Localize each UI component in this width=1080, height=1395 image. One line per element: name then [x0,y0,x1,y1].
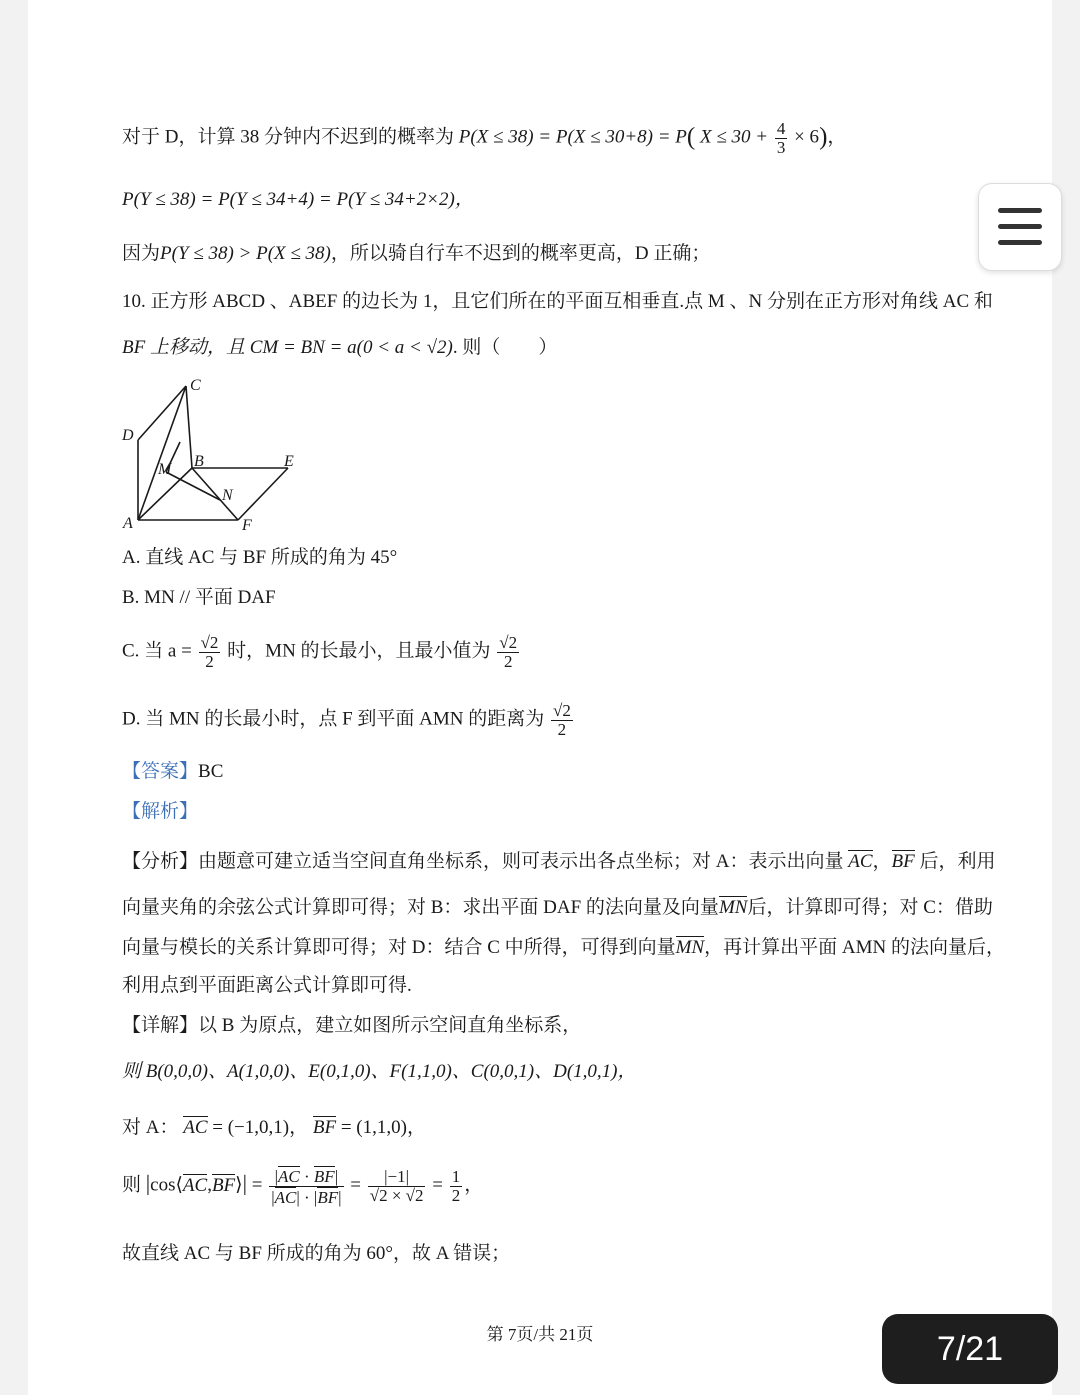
vector-mn: MN [718,897,748,918]
text: D. 当 MN 的长最小时，点 F 到平面 AMN 的距离为 [122,708,545,730]
math: ⟩ [235,1174,243,1196]
fraction: $\frac{√2}{2}$ [200,633,219,671]
text: ，再计算出平面 AMN 的法向量后， [704,937,1005,958]
label-N: N [222,487,233,504]
option-c [122,634,521,671]
equals: = [350,1174,361,1196]
option-d [122,702,575,739]
text: 向量与模长的关系计算即可得；对 D：结合 C 中所得，可得到向量 [122,937,676,958]
fraction: $\frac{√2}{2}$ [499,633,518,671]
equals: = [432,1174,443,1196]
text: 以 B 为原点，建立如图所示空间直角坐标系， [198,1015,582,1036]
text: 向量夹角的余弦公式计算即可得；对 B：求出平面 DAF 的法向量及向量 [122,897,719,918]
menu-icon [998,208,1042,213]
vector-mn: MN [675,937,705,958]
fraction: $\frac{1}{2}$ [451,1167,461,1205]
equals: = [251,1174,263,1196]
text: C. 当 a = [122,640,192,662]
text: 由题意可建立适当空间直角坐标系，则可表示出各点坐标；对 A：表示出向量 [198,851,844,872]
fraction: $\frac{|-1|}{√2 \times √2}$ [369,1167,424,1205]
text: 时，MN 的长最小，且最小值为 [227,640,491,662]
math: = (−1,0,1)， [212,1117,309,1138]
conclusion-a: 故直线 AC 与 BF 所成的角为 60°，故 A 错误； [122,1243,511,1264]
analysis-tag: 【解析】 [122,801,199,822]
fraction: $\frac{|AC \cdot BF|}{|AC| \cdot |BF|}$ [271,1167,342,1207]
text: 后，计算即可得；对 C：借助 [747,897,993,918]
menu-button[interactable] [978,183,1062,271]
math: cos⟨ [150,1174,183,1196]
label-B: B [194,453,204,470]
option-b: B. MN // 平面 DAF [122,587,276,608]
page-indicator[interactable]: 7/21 [882,1314,1058,1384]
math: (0 < a < √2) [356,337,453,358]
math: = (1,1,0)， [340,1117,426,1138]
geometry-figure [120,372,340,537]
label-C: C [190,377,201,394]
fraction: $\frac{4}{3}$ [776,119,786,157]
fraction: $\frac{√2}{2}$ [553,701,571,739]
tag: 【详解】 [122,1015,199,1036]
vector-ac: AC [183,1117,208,1138]
xiangjie-line [122,1016,581,1035]
vector-bf: BF [891,851,915,872]
option-a: A. 直线 AC 与 BF 所成的角为 45° [122,547,398,568]
math: P(Y ≤ 38) > P(X ≤ 38) [160,243,331,264]
fenxi-line3 [122,936,1005,957]
line-y-probability: P(Y ≤ 38) = P(Y ≤ 34+4) = P(Y ≤ 34+2×2)， [122,189,474,210]
text: 对于 D，计算 38 分钟内不迟到的概率为 [122,126,454,148]
page-footer: 第 7页/共 21页 [486,1325,594,1344]
label-F: F [242,517,252,534]
vector-ac: AC [848,851,873,872]
label-E: E [284,453,294,470]
text: ，所以骑自行车不迟到的概率更高，D 正确； [330,243,711,264]
answer-line [122,762,223,781]
math: × 6 [794,126,820,148]
text: 则 [122,1174,142,1196]
answer-tag: 【答案】 [122,761,199,782]
for-a-vectors [122,1116,426,1137]
vector-bf: BF [312,1117,337,1138]
text: 因为 [122,243,161,264]
math: X ≤ 30 + [699,126,769,148]
fenxi-line4: 利用点到平面距离公式计算即可得. [122,975,412,996]
menu-icon-bar [998,224,1042,229]
text: . 则（ ） [452,337,558,358]
fenxi-line2 [122,896,993,917]
question-10-line1: 10. 正方形 ABCD 、ABEF 的边长为 1，且它们所在的平面互相垂直.点 M 、N 分别在正方形对角线 AC 和 [122,291,993,312]
label-A: A [123,515,133,532]
fenxi-line1: 【分析】由题意可建立适当空间直角坐标系，则可表示出各点坐标；对 A：表示出向量 AC，BF 后，利用 [122,851,996,872]
cosine-line: 则 |cos⟨AC,BF⟩| = $\frac{|AC \cdot BF|}{|AC| \cdot |BF|}$ = $\frac{|-1|}{√2 \times √2}$ = $\frac{1}{2}$ ， [122,1167,484,1207]
math: BF 上移动，且 CM = BN = a [122,337,357,358]
question-10-line2 [122,338,557,357]
text: 对 A： [122,1117,179,1138]
answer-value: BC [198,761,224,782]
document-page [28,0,1052,1395]
line-d-probability: 对于 D，计算 38 分钟内不迟到的概率为 P(X ≤ 38) = P(X ≤ 30+8) = P( X ≤ 30 + $\frac{4}{3}$ × 6)， [122,119,847,157]
math: P(X ≤ 38) = P(X ≤ 30+8) = P [458,126,687,148]
menu-icon-bar [998,240,1042,245]
label-D: D [122,427,134,444]
label-M: M [158,461,172,478]
line-d-conclusion [122,244,710,263]
text: 后，利用 [919,851,996,872]
coordinates-line: 则 B(0,0,0)、A(1,0,0)、E(0,1,0)、F(1,1,0)、C(0,0,1)、D(1,0,1)， [122,1061,637,1082]
tag: 【分析】 [122,851,199,872]
